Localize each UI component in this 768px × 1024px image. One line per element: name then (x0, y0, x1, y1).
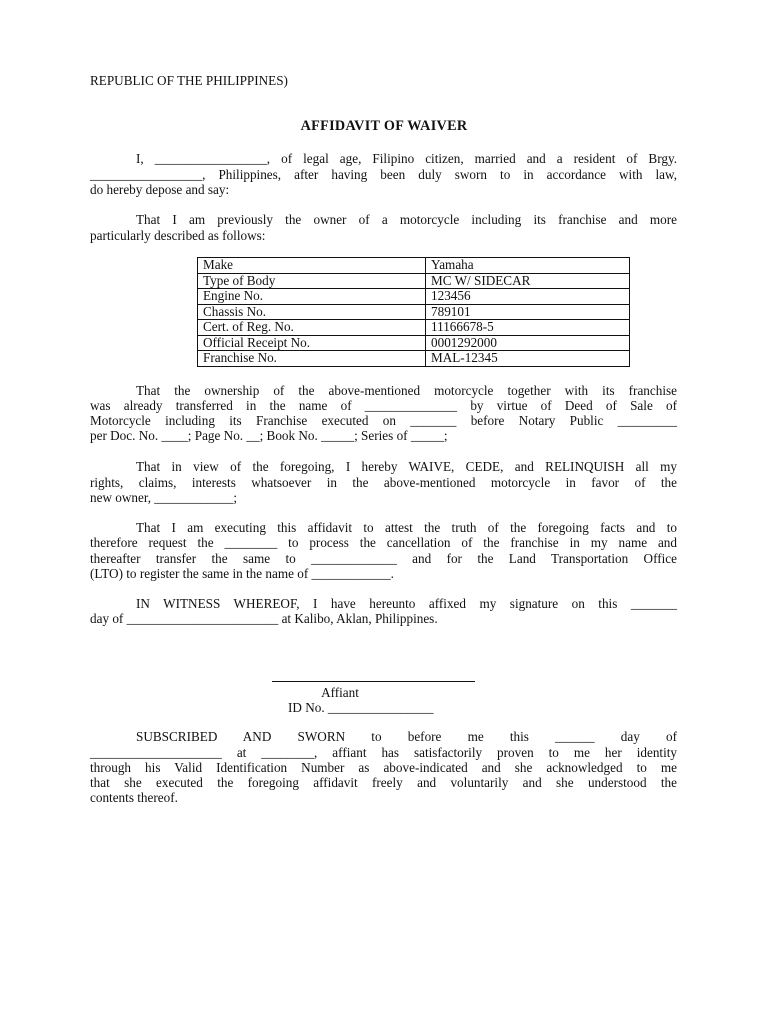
table-row (198, 258, 630, 274)
para2-line1: That I am previously the owner of a motorcycle including its franchise and more (136, 212, 677, 227)
detail-value: 123456 (426, 289, 630, 305)
para7-line4: that she executed the foregoing affidavit freely and voluntarily and she understood the (90, 775, 677, 790)
para3-line4: per Doc. No. ____; Page No. __; Book No. _____; Series of _____; (90, 428, 448, 443)
table-row (198, 335, 630, 351)
para6-line1: IN WITNESS WHEREOF, I have hereunto affixed my signature on this _______ (136, 596, 677, 611)
para5-line2: therefore request the ________ to process the cancellation of the franchise in my name and (90, 535, 677, 550)
para7-line2: ____________________ at ________, affiant has satisfactorily proven to me her identity (90, 745, 677, 760)
jurisdiction-header: REPUBLIC OF THE PHILIPPINES) (90, 73, 288, 88)
para7-line1: SUBSCRIBED AND SWORN to before me this ______ day of (136, 729, 677, 744)
table-row (198, 351, 630, 367)
para1-line2: _________________, Philippines, after having been duly sworn to in accordance with law, (90, 167, 677, 182)
table-row (198, 304, 630, 320)
detail-value: MAL-12345 (426, 351, 630, 367)
detail-label: Chassis No. (198, 304, 426, 320)
table-row (198, 320, 630, 336)
para7-line5: contents thereof. (90, 790, 178, 805)
detail-label: Official Receipt No. (198, 335, 426, 351)
para3-line1: That the ownership of the above-mentioned motorcycle together with its franchise (136, 383, 677, 398)
para2-line2: particularly described as follows: (90, 228, 266, 243)
document-title: AFFIDAVIT OF WAIVER (300, 118, 468, 134)
detail-value: 11166678-5 (426, 320, 630, 336)
detail-value: 0001292000 (426, 335, 630, 351)
detail-label: Franchise No. (198, 351, 426, 367)
detail-value: MC W/ SIDECAR (426, 273, 630, 289)
affiant-id-number: ID No. ________________ (288, 700, 434, 715)
detail-label: Type of Body (198, 273, 426, 289)
detail-value: 789101 (426, 304, 630, 320)
table-row (198, 273, 630, 289)
para5-line1: That I am executing this affidavit to attest the truth of the foregoing facts and to (136, 520, 677, 535)
para1-line3: do hereby depose and say: (90, 182, 230, 197)
para3-line2: was already transferred in the name of ______________ by virtue of Deed of Sale of (90, 398, 677, 413)
detail-value: Yamaha (426, 258, 630, 274)
para4-line3: new owner, ____________; (90, 490, 238, 505)
signature-line (272, 681, 475, 682)
motorcycle-details-table (197, 257, 630, 367)
detail-label: Engine No. (198, 289, 426, 305)
table-row (198, 289, 630, 305)
para1-line1: I, _________________, of legal age, Filipino citizen, married and a resident of Brgy. (136, 151, 677, 166)
para5-line4: (LTO) to register the same in the name of ____________. (90, 566, 394, 581)
affiant-label: Affiant (321, 685, 359, 700)
para7-line3: through his Valid Identification Number as above-indicated and she acknowledged to me (90, 760, 677, 775)
detail-label: Cert. of Reg. No. (198, 320, 426, 336)
detail-label: Make (198, 258, 426, 274)
para4-line1: That in view of the foregoing, I hereby WAIVE, CEDE, and RELINQUISH all my (136, 459, 677, 474)
para5-line3: thereafter transfer the same to _____________ and for the Land Transportation Office (90, 551, 677, 566)
para4-line2: rights, claims, interests whatsoever in the above-mentioned motorcycle in favor of the (90, 475, 677, 490)
para6-line2: day of _______________________ at Kalibo, Aklan, Philippines. (90, 611, 438, 626)
para3-line3: Motorcycle including its Franchise executed on _______ before Notary Public _________ (90, 413, 677, 428)
